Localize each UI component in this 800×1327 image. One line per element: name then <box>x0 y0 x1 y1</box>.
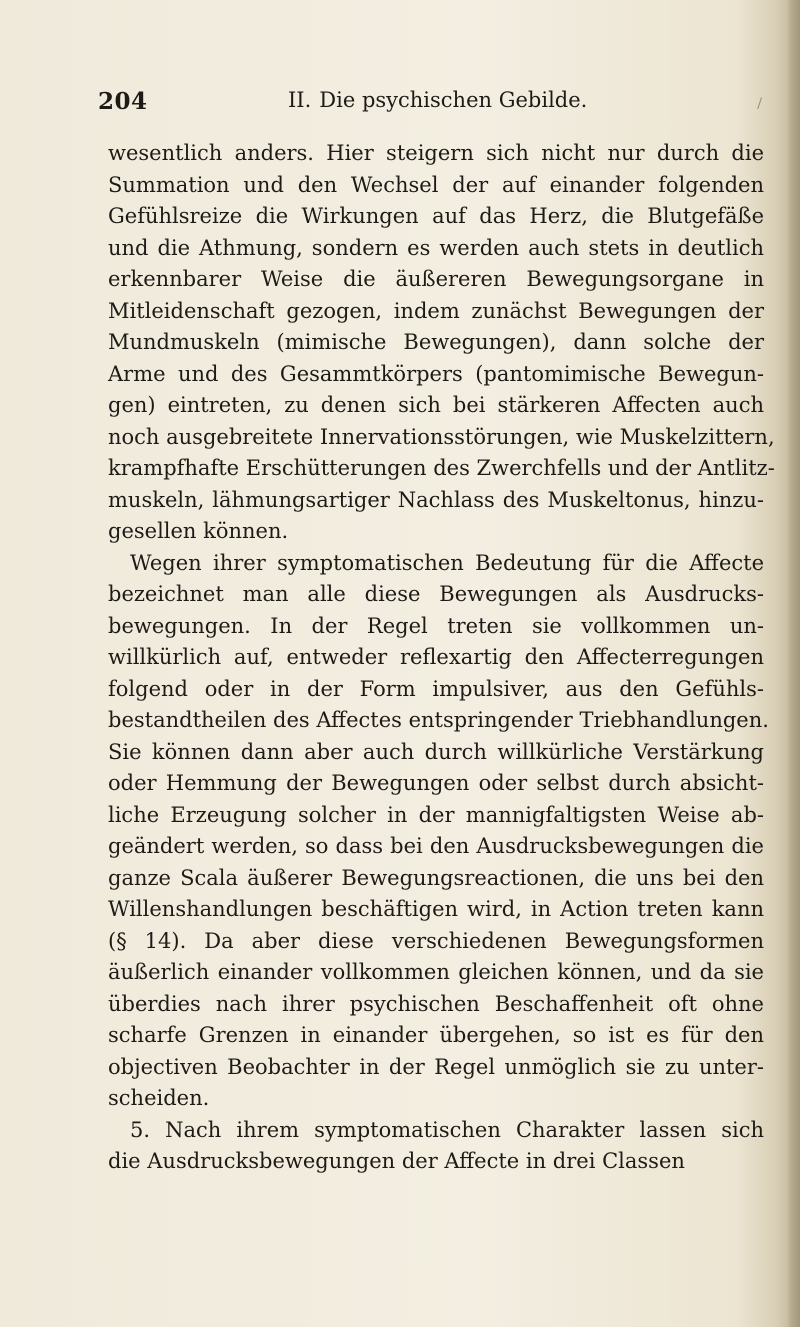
text-line: und die Athmung, sondern es werden auch stets in deutlich <box>108 235 764 260</box>
text-line: geändert werden, so dass bei den Ausdrucksbewegungen die <box>108 834 764 858</box>
text-line: Sie können dann aber auch durch willkürliche Verstärkung <box>108 739 764 764</box>
text-line: äußerlich einander vollkommen gleichen können, und da sie <box>108 960 764 984</box>
text-line: gen) eintreten, zu denen sich bei stärkeren Affecten auch <box>108 393 764 417</box>
text-line: noch ausgebreitete Innervationsstörungen, wie Muskelzittern, <box>108 424 775 449</box>
text-line: wesentlich anders. Hier steigern sich nicht nur durch die <box>108 141 764 165</box>
running-head <box>288 88 587 112</box>
text-line: ganze Scala äußerer Bewegungsreactionen, die uns bei den <box>108 865 764 890</box>
text-line: (§ 14). Da aber diese verschiedenen Bewegungsformen <box>108 928 764 953</box>
text-line: folgend oder in der Form impulsiver, aus den Gefühls- <box>108 676 764 701</box>
text-line: oder Hemmung der Bewegungen oder selbst durch absicht- <box>108 771 764 795</box>
text-line: Arme und des Gesammtkörpers (pantomimische Bewegun- <box>108 361 764 386</box>
text-line: Summation und den Wechsel der auf einander folgenden <box>108 172 764 197</box>
text-line: Willenshandlungen beschäftigen wird, in Action treten kann <box>108 897 764 921</box>
text-line: muskeln, lähmungsartiger Nachlass des Muskeltonus, hinzu- <box>108 487 764 512</box>
text-line: krampfhafte Erschütterungen des Zwerchfells und der Antlitz- <box>108 456 775 480</box>
text-line: bezeichnet man alle diese Bewegungen als Ausdrucks- <box>108 582 764 606</box>
text-line: Wegen ihrer symptomatischen Bedeutung für die Affecte <box>130 550 764 575</box>
part-title: Die psychischen Gebilde. <box>319 88 588 112</box>
text-line: objectiven Beobachter in der Regel unmöglich sie zu unter- <box>108 1054 764 1079</box>
text-line: bewegungen. In der Regel treten sie vollkommen un- <box>108 613 764 638</box>
text-line: Mundmuskeln (mimische Bewegungen), dann solche der <box>108 330 764 354</box>
text-line: überdies nach ihrer psychischen Beschaffenheit oft ohne <box>108 991 764 1016</box>
text-line: die Ausdrucksbewegungen der Affecte in drei Classen <box>108 1149 685 1173</box>
text-line: Gefühlsreize die Wirkungen auf das Herz, die Blutgefäße <box>108 204 764 228</box>
text-line: 5. Nach ihrem symptomatischen Charakter lassen sich <box>130 1117 764 1142</box>
part-numeral: II. <box>288 88 312 112</box>
text-line: gesellen können. <box>108 519 289 543</box>
corner-mark: / <box>757 96 762 112</box>
text-line: erkennbarer Weise die äußereren Bewegungsorgane in <box>108 267 764 291</box>
page-edge-shadow <box>786 0 800 1327</box>
text-line: liche Erzeugung solcher in der mannigfaltigsten Weise ab- <box>108 802 764 827</box>
text-line: willkürlich auf, entweder reflexartig den Affecterregungen <box>108 645 764 669</box>
text-line: bestandtheilen des Affectes entspringender Triebhandlungen. <box>108 708 769 732</box>
page-number: 204 <box>98 88 148 115</box>
text-line: Mitleidenschaft gezogen, indem zunächst Bewegungen der <box>108 298 764 323</box>
text-line: scheiden. <box>108 1086 210 1110</box>
text-line: scharfe Grenzen in einander übergehen, so ist es für den <box>108 1023 764 1047</box>
page-header <box>98 88 718 120</box>
body-text <box>108 138 775 1178</box>
